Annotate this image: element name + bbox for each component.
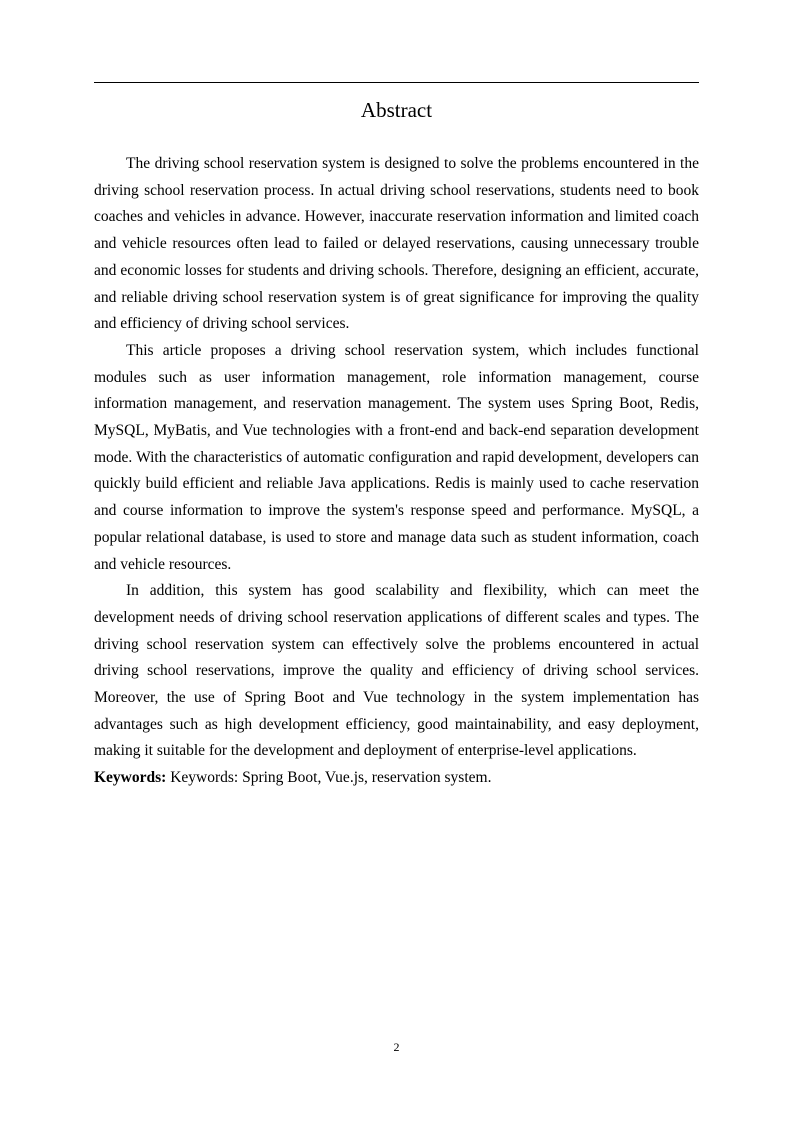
abstract-paragraph-3: In addition, this system has good scalability and flexibility, which can meet the development needs of driving school reservation applications of different scales and types. The driving school reservation system can effectively solve the problems encountered in actual driving school reservations, improve the quality and efficiency of driving school services. Moreover, the use of Spring Boot and Vue technology in the system implementation has advantages such as high development efficiency, good maintainability, and easy deployment, making it suitable for the development and deployment of enterprise-level applications. — [94, 582, 699, 760]
keywords-label: Keywords: — [94, 769, 167, 787]
abstract-body — [94, 151, 699, 792]
abstract-title: Abstract — [360, 98, 433, 122]
page-number: 2 — [393, 1040, 400, 1054]
abstract-paragraph-1: The driving school reservation system is designed to solve the problems encountered in the driving school reservation process. In actual driving school reservations, students need to book coaches and vehicles in advance. However, inaccurate reservation information and limited coach and vehicle resources often lead to failed or delayed reservations, causing unnecessary trouble and economic losses for students and driving schools. Therefore, designing an efficient, accurate, and reliable driving school reservation system is of great significance for improving the quality and efficiency of driving school services. — [94, 155, 699, 333]
keywords-text: Keywords: Spring Boot, Vue.js, reservation system. — [166, 769, 492, 787]
abstract-paragraph-2: This article proposes a driving school reservation system, which includes functional modules such as user information management, role information management, course information management, and reservation management. The system uses Spring Boot, Redis, MySQL, MyBatis, and Vue technologies with a front-end and back-end separation development mode. With the characteristics of automatic configuration and rapid development, developers can quickly build efficient and reliable Java applications. Redis is mainly used to cache reservation and course information to improve the system's response speed and performance. MySQL, a popular relational database, is used to store and manage data such as student information, coach and vehicle resources. — [94, 341, 699, 573]
header-rule — [94, 82, 699, 83]
keywords-line — [94, 765, 699, 792]
